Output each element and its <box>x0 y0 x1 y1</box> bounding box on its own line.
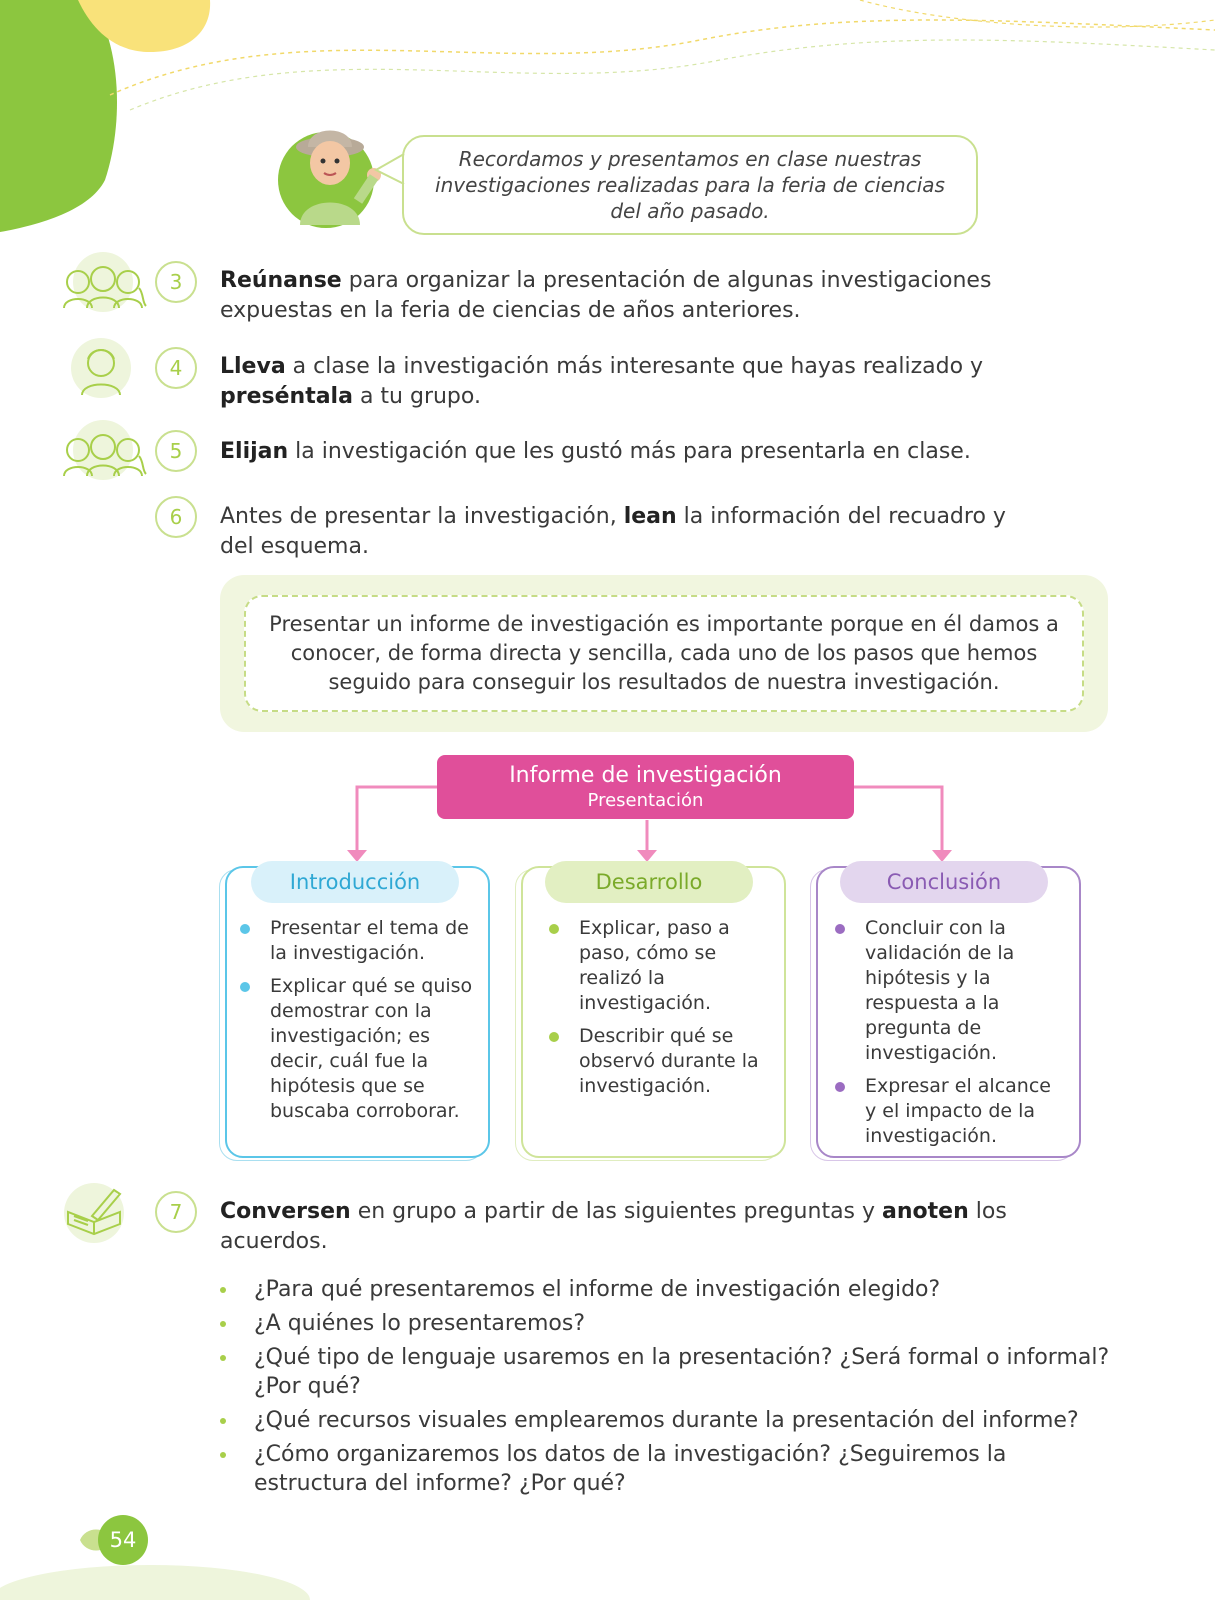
writing-icon <box>62 1182 126 1244</box>
list-item: Presentar el tema de la investigación. <box>238 916 478 966</box>
bullet-dot <box>549 924 559 934</box>
step-number-6: 6 <box>155 496 197 538</box>
bullet-dot <box>835 1082 845 1092</box>
pill-desarrollo: Desarrollo <box>545 861 753 903</box>
list-item: ¿Qué tipo de lenguaje usaremos en la presentación? ¿Será formal o informal? ¿Por qué? <box>218 1343 1118 1401</box>
step-5-text: Elijan la investigación que les gustó más para presentarla en clase. <box>220 439 971 464</box>
step-number-4: 4 <box>155 347 197 389</box>
list-introduccion <box>238 916 478 1132</box>
step-4-text: Lleva a clase la investigación más interesante que hayas realizado y preséntala a tu grupo. <box>220 354 984 409</box>
bullet-dot <box>220 1355 226 1361</box>
list-item: ¿Para qué presentaremos el informe de investigación elegido? <box>218 1275 1118 1304</box>
bullet-dot <box>549 1032 559 1042</box>
list-item: Concluir con la validación de la hipótesis y la respuesta a la pregunta de investigación. <box>833 916 1063 1066</box>
main-node-informe <box>437 755 854 819</box>
step-number-3: 3 <box>155 261 197 303</box>
main-node-title: Informe de investigación <box>509 763 782 788</box>
list-conclusion <box>833 916 1063 1157</box>
questions-list <box>218 1275 1118 1503</box>
bullet-dot <box>220 1418 226 1424</box>
step-7-text: Conversen en grupo a partir de las siguientes preguntas y anoten los acuerdos. <box>220 1199 1007 1254</box>
group-icon-2 <box>58 420 148 482</box>
bullet-dot <box>220 1287 226 1293</box>
step-6-text: Antes de presentar la investigación, lean la información del recuadro y del esquema. <box>220 504 1006 559</box>
individual-icon <box>70 337 132 399</box>
info-box: Presentar un informe de investigación es importante porque en él damos a conocer, de forma directa y sencilla, cada uno de los pasos que hemos seguido para conseguir los resultados de nuestra investigación. <box>244 595 1084 712</box>
list-item: Explicar, paso a paso, cómo se realizó la investigación. <box>547 916 772 1016</box>
pill-conclusion: Conclusión <box>840 861 1048 903</box>
bullet-dot <box>220 1321 226 1327</box>
main-node-subtitle: Presentación <box>587 790 704 811</box>
list-item: Expresar el alcance y el impacto de la investigación. <box>833 1074 1063 1149</box>
step-number-5: 5 <box>155 430 197 472</box>
bullet-dot <box>835 924 845 934</box>
list-item: Describir qué se observó durante la investigación. <box>547 1024 772 1099</box>
speech-bubble: Recordamos y presentamos en clase nuestras investigaciones realizadas para la feria de ciencias del año pasado. <box>402 135 978 235</box>
group-icon <box>58 252 148 314</box>
list-item: ¿A quiénes lo presentaremos? <box>218 1309 1118 1338</box>
list-item: ¿Cómo organizaremos los datos de la investigación? ¿Seguiremos la estructura del informe? ¿Por qué? <box>218 1440 1118 1498</box>
step-3-text: Reúnanse para organizar la presentación de algunas investigaciones expuestas en la feria de ciencias de años anteriores. <box>220 268 992 323</box>
list-item: ¿Qué recursos visuales emplearemos durante la presentación del informe? <box>218 1406 1118 1435</box>
list-item: Explicar qué se quiso demostrar con la investigación; es decir, cuál fue la hipótesis que se buscaba corroborar. <box>238 974 478 1124</box>
step-number-7: 7 <box>155 1191 197 1233</box>
pill-introduccion: Introducción <box>251 861 459 903</box>
bullet-dot <box>240 982 250 992</box>
list-desarrollo <box>547 916 772 1107</box>
bullet-dot <box>220 1452 226 1458</box>
page-number: 54 <box>98 1515 148 1565</box>
bullet-dot <box>240 924 250 934</box>
